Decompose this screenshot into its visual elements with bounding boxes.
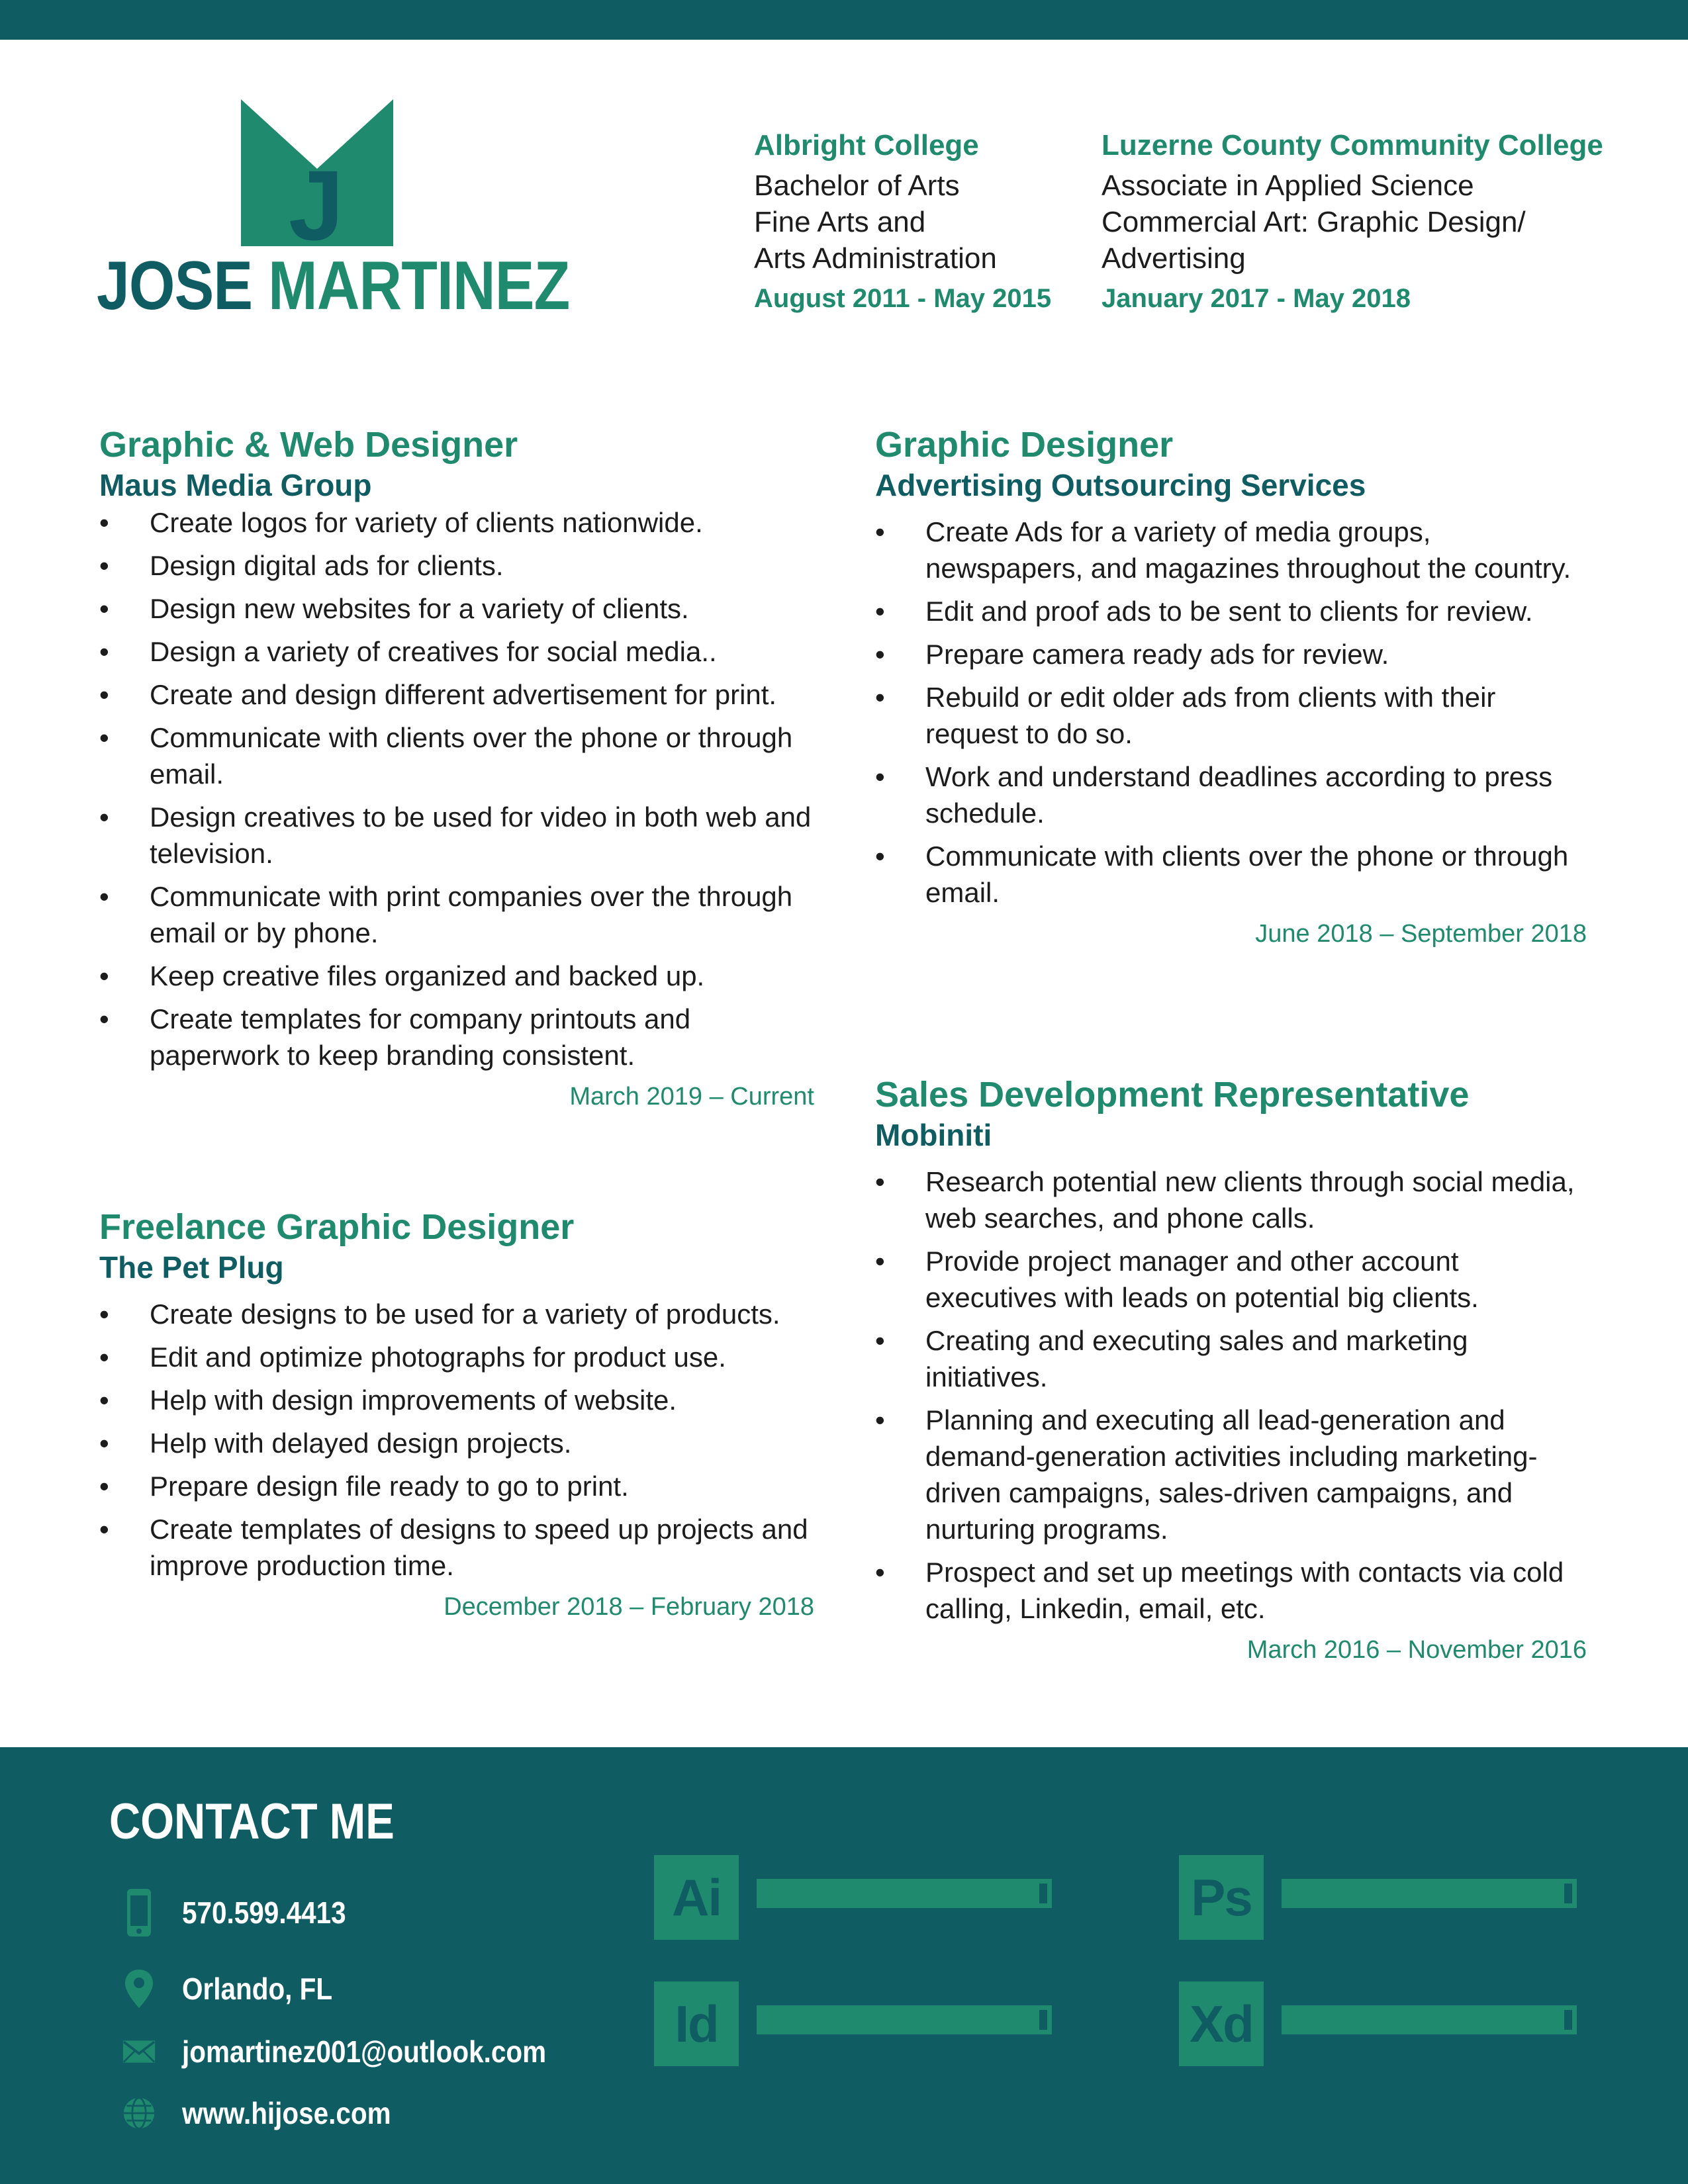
bullet-item: • Create logos for variety of clients nationwide. (99, 504, 814, 541)
bullet-item: • Keep creative files organized and backed up. (99, 958, 814, 994)
last-name: MARTINEZ (268, 248, 570, 324)
bullet-item: • Prepare design file ready to go to print. (99, 1468, 814, 1504)
indesign-skill-bar (757, 2005, 1052, 2034)
website-url: www.hijose.com (182, 2096, 391, 2130)
bullet-item: • Design a variety of creatives for social media.. (99, 633, 814, 670)
job-dates: March 2016 – November 2016 (1246, 1636, 1587, 1664)
photoshop-icon: Ps (1179, 1855, 1264, 1940)
bullet-item: • Help with delayed design projects. (99, 1425, 814, 1461)
degree-line: Advertising (1102, 242, 1246, 275)
job-dates: March 2019 – Current (569, 1083, 814, 1111)
education-albright (754, 127, 1072, 317)
education-dates: January 2017 - May 2018 (1102, 284, 1411, 313)
candidate-name (97, 248, 570, 324)
degree-line: Associate in Applied Science (1102, 169, 1474, 202)
company-name: Maus Media Group (99, 468, 372, 502)
bullet-item: • Create Ads for a variety of media groups, newspapers, and magazines throughout the country. (875, 514, 1587, 586)
bullet-item: • Planning and executing all lead-generation and demand-generation activities including marketing-driven campaigns, sales-driven campaigns, and nurturing programs. (875, 1402, 1587, 1547)
skill-fill (759, 2007, 1035, 2032)
xd-icon: Xd (1179, 1981, 1264, 2066)
job-title: Graphic Designer (875, 425, 1174, 465)
indesign-icon: Id (654, 1981, 739, 2066)
company-name: The Pet Plug (99, 1250, 284, 1285)
contact-email[interactable] (122, 2032, 596, 2071)
globe-icon (122, 2093, 156, 2133)
degree-line: Fine Arts and (754, 206, 926, 238)
bullet-item: • Design creatives to be used for video in both web and television. (99, 799, 814, 872)
school-name: Luzerne County Community College (1102, 129, 1603, 161)
bullet-item: • Provide project manager and other account executives with leads on potential big clients. (875, 1243, 1587, 1316)
phone-number: 570.599.4413 (182, 1895, 346, 1930)
job-advertising-outsourcing (875, 424, 1587, 950)
top-bar (0, 0, 1688, 40)
job-pet-plug (99, 1206, 814, 1623)
job-title: Graphic & Web Designer (99, 425, 518, 465)
job-bullets (99, 504, 814, 1073)
job-dates: December 2018 – February 2018 (444, 1593, 814, 1621)
bullet-item: • Creating and executing sales and marketing initiatives. (875, 1322, 1587, 1395)
envelope-icon (122, 2032, 156, 2071)
jm-logo (241, 99, 393, 248)
bullet-item: • Prospect and set up meetings with contacts via cold calling, Linkedin, email, etc. (875, 1554, 1587, 1627)
degree-line: Commercial Art: Graphic Design/ (1102, 206, 1526, 238)
education-dates: August 2011 - May 2015 (754, 284, 1052, 313)
skill-fill (1284, 2007, 1560, 2032)
job-maus-media (99, 424, 814, 1113)
location-text: Orlando, FL (182, 1972, 333, 2006)
bullet-item: • Rebuild or edit older ads from clients with their request to do so. (875, 679, 1587, 752)
location-pin-icon (122, 1969, 156, 2009)
bullet-item: • Help with design improvements of website. (99, 1382, 814, 1418)
company-name: Advertising Outsourcing Services (875, 468, 1366, 502)
bullet-item: • Edit and proof ads to be sent to clients for review. (875, 593, 1587, 629)
degree-line: Bachelor of Arts (754, 169, 960, 202)
bullet-item: • Research potential new clients through social media, web searches, and phone calls. (875, 1163, 1587, 1236)
skill-fill (759, 1881, 1035, 1906)
contact-phone[interactable] (122, 1893, 368, 1933)
job-title: Freelance Graphic Designer (99, 1207, 575, 1247)
company-name: Mobiniti (875, 1118, 992, 1152)
bullet-item: • Edit and optimize photographs for product use. (99, 1339, 814, 1375)
illustrator-icon: Ai (654, 1855, 739, 1940)
contact-title: CONTACT ME (109, 1794, 395, 1850)
skill-fill (1284, 1881, 1560, 1906)
school-name: Albright College (754, 129, 979, 161)
job-bullets (99, 1296, 814, 1584)
contact-location (122, 1969, 353, 2009)
bullet-item: • Create templates of designs to speed up projects and improve production time. (99, 1511, 814, 1584)
illustrator-skill-bar (757, 1879, 1052, 1908)
bullet-item: • Create and design different advertisement for print. (99, 676, 814, 713)
logo-letter: J (289, 150, 344, 248)
degree-line: Arts Administration (754, 242, 997, 275)
phone-icon (122, 1893, 156, 1933)
education-luzerne (1102, 127, 1631, 317)
job-bullets (875, 514, 1587, 911)
bullet-item: • Create designs to be used for a variety of products. (99, 1296, 814, 1332)
contact-website[interactable] (122, 2093, 420, 2133)
job-bullets (875, 1163, 1587, 1627)
bullet-item: • Communicate with print companies over the through email or by phone. (99, 878, 814, 951)
job-dates: June 2018 – September 2018 (1255, 920, 1587, 948)
bullet-item: • Prepare camera ready ads for review. (875, 636, 1587, 672)
email-address: jomartinez001@outlook.com (182, 2034, 547, 2069)
bullet-item: • Design new websites for a variety of clients. (99, 590, 814, 627)
bullet-item: • Communicate with clients over the phone or through email. (99, 719, 814, 792)
bullet-item: • Communicate with clients over the phone or through email. (875, 838, 1587, 911)
job-mobiniti (875, 1073, 1587, 1666)
xd-skill-bar (1282, 2005, 1577, 2034)
bullet-item: • Create templates for company printouts and paperwork to keep branding consistent. (99, 1001, 814, 1073)
first-name: JOSE (97, 248, 253, 324)
bullet-item: • Design digital ads for clients. (99, 547, 814, 584)
photoshop-skill-bar (1282, 1879, 1577, 1908)
bullet-item: • Work and understand deadlines according to press schedule. (875, 758, 1587, 831)
job-title: Sales Development Representative (875, 1075, 1470, 1115)
